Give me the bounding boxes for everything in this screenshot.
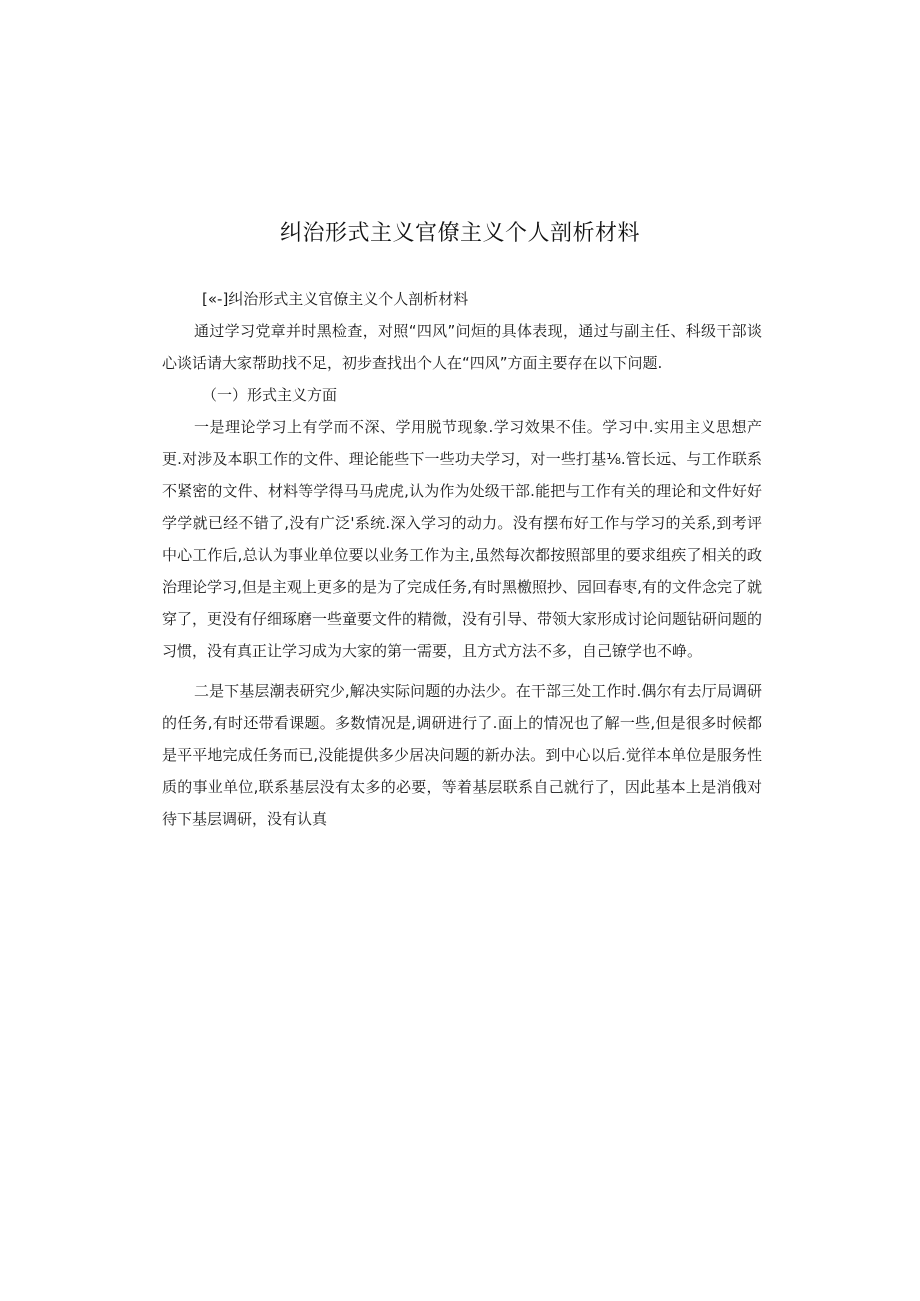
paragraph-source-heading: [«-]纠治形式主义官僚主义个人剖析材料: [202, 290, 469, 308]
paragraph-point-two: 二是下基层潮表研究少,解决实际问题的办法少。在干部三处工作时.偶尔有去厅局调研的任务,有时还带看课题。多数情况是,调研进行了.面上的情况也了解一些,但是很多时候都是平平地完成任务而已,没能提供多少居决问题的新办法。到中心以后.觉徉本单位是服务性质的事业单位,联系基层没有太多的必要，等着基层联系自己就行了，因此基本上是消俄对待下基层调研，没有认真: [162, 682, 762, 828]
document-title: 纠治形式主义官僚主义个人剖析材料: [279, 221, 640, 246]
paragraph-point-one: 一是理论学习上有学而不深、学用脱节现象.学习效果不佳。学习中.实用主义思想产更.对涉及本职工作的文件、理论能些下一些功夫学习，对一些打基⅛.管长远、与工作联系不紧密的文件、材料等学得马马虎虎,认为作为处级干部.能把与工作有关的理论和文件好好学学就已经不错了,没有广泛'系统.深入学习的动力。没有摆布好工作与学习的关系,到考评中心工作后,总认为事业单位要以业务工作为主,虽然每次都按照部里的要求组疾了相关的政治理论学习,但是主观上更多的是为了完成任务,有时黑檄照抄、园回春枣,有的文件念完了就穿了，更没有仔细琢磨一些童要文件的精微，没有引导、带领大家形成讨论问题钻研问题的习惯，没有真正让学习成为大家的第一需要，且方式方法不多，自己镣学也不峥。: [162, 418, 763, 660]
document-body: [162, 283, 762, 835]
section-heading-formalism: （一）形式主义方面: [202, 386, 338, 404]
paragraph-spacer: [162, 667, 762, 675]
paragraph-intro: 通过学习党章并时黑检查，对照“四风”问烜的具体表现，通过与副主任、科级干部谈心谈话请大家帮助找不足，初步查找出个人在“四风”方面主要存在以下问题.: [162, 322, 762, 372]
